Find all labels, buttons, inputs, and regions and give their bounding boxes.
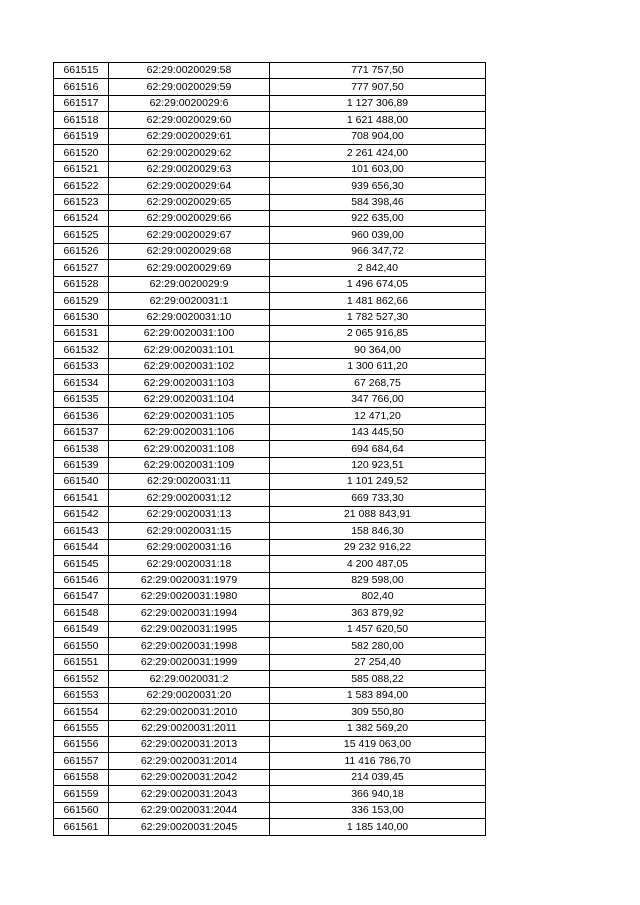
cadastral-value-cell: 1 621 488,00 (270, 112, 486, 128)
table-row (54, 227, 486, 243)
cadastral-value-cell: 960 039,00 (270, 227, 486, 243)
table-row (54, 326, 486, 342)
row-number-cell: 661523 (54, 194, 109, 210)
cadastral-number-cell: 62:29:0020031:2011 (109, 720, 270, 736)
table-row (54, 523, 486, 539)
table-row (54, 589, 486, 605)
cadastral-value-cell: 1 496 674,05 (270, 276, 486, 292)
row-number-cell: 661552 (54, 671, 109, 687)
table-row (54, 621, 486, 637)
cadastral-value-cell: 966 347,72 (270, 243, 486, 259)
cadastral-number-cell: 62:29:0020029:63 (109, 161, 270, 177)
table-row (54, 457, 486, 473)
cadastral-value-cell: 771 757,50 (270, 63, 486, 79)
cadastral-number-cell: 62:29:0020031:12 (109, 490, 270, 506)
row-number-cell: 661548 (54, 605, 109, 621)
table-row (54, 654, 486, 670)
cadastral-value-cell: 143 445,50 (270, 424, 486, 440)
cadastral-value-cell: 2 261 424,00 (270, 145, 486, 161)
cadastral-number-cell: 62:29:0020029:60 (109, 112, 270, 128)
row-number-cell: 661544 (54, 539, 109, 555)
table-row (54, 194, 486, 210)
cadastral-value-cell: 669 733,30 (270, 490, 486, 506)
cadastral-value-cell: 11 416 786,70 (270, 753, 486, 769)
table-row (54, 506, 486, 522)
cadastral-value-cell: 21 088 843,91 (270, 506, 486, 522)
row-number-cell: 661542 (54, 506, 109, 522)
table-row (54, 769, 486, 785)
row-number-cell: 661525 (54, 227, 109, 243)
cadastral-number-cell: 62:29:0020029:6 (109, 95, 270, 111)
cadastral-value-cell: 2 065 916,85 (270, 326, 486, 342)
table-row (54, 210, 486, 226)
table-row (54, 786, 486, 802)
cadastral-value-cell: 29 232 916,22 (270, 539, 486, 555)
cadastral-number-cell: 62:29:0020031:103 (109, 375, 270, 391)
cadastral-value-cell: 829 598,00 (270, 572, 486, 588)
cadastral-value-cell: 15 419 063,00 (270, 736, 486, 752)
cadastral-number-cell: 62:29:0020029:66 (109, 210, 270, 226)
table-row (54, 293, 486, 309)
table-row (54, 391, 486, 407)
cadastral-number-cell: 62:29:0020031:1994 (109, 605, 270, 621)
cadastral-number-cell: 62:29:0020031:1998 (109, 638, 270, 654)
row-number-cell: 661547 (54, 589, 109, 605)
cadastral-value-cell: 214 039,45 (270, 769, 486, 785)
cadastral-value-cell: 12 471,20 (270, 408, 486, 424)
cadastral-number-cell: 62:29:0020031:13 (109, 506, 270, 522)
table-row (54, 112, 486, 128)
cadastral-number-cell: 62:29:0020031:2043 (109, 786, 270, 802)
cadastral-value-cell: 363 879,92 (270, 605, 486, 621)
table-row (54, 687, 486, 703)
table-row (54, 309, 486, 325)
cadastral-value-cell: 585 088,22 (270, 671, 486, 687)
table-row (54, 243, 486, 259)
cadastral-number-cell: 62:29:0020031:2044 (109, 802, 270, 818)
cadastral-number-cell: 62:29:0020029:64 (109, 178, 270, 194)
cadastral-value-cell: 1 382 569,20 (270, 720, 486, 736)
cadastral-number-cell: 62:29:0020031:2045 (109, 819, 270, 835)
cadastral-number-cell: 62:29:0020029:62 (109, 145, 270, 161)
table-row (54, 79, 486, 95)
row-number-cell: 661559 (54, 786, 109, 802)
cadastral-number-cell: 62:29:0020029:65 (109, 194, 270, 210)
table-row (54, 63, 486, 79)
cadastral-value-cell: 1 782 527,30 (270, 309, 486, 325)
table-row (54, 539, 486, 555)
table-row (54, 95, 486, 111)
cadastral-value-cell: 101 603,00 (270, 161, 486, 177)
cadastral-value-cell: 939 656,30 (270, 178, 486, 194)
table-row (54, 605, 486, 621)
row-number-cell: 661529 (54, 293, 109, 309)
cadastral-number-cell: 62:29:0020031:100 (109, 326, 270, 342)
cadastral-number-cell: 62:29:0020031:2 (109, 671, 270, 687)
cadastral-value-cell: 1 101 249,52 (270, 473, 486, 489)
table-row (54, 358, 486, 374)
cadastral-number-cell: 62:29:0020031:101 (109, 342, 270, 358)
cadastral-number-cell: 62:29:0020029:69 (109, 260, 270, 276)
table-row (54, 819, 486, 835)
table-row (54, 753, 486, 769)
table-row (54, 342, 486, 358)
table-body (54, 63, 486, 836)
row-number-cell: 661531 (54, 326, 109, 342)
cadastral-number-cell: 62:29:0020031:20 (109, 687, 270, 703)
row-number-cell: 661532 (54, 342, 109, 358)
cadastral-number-cell: 62:29:0020029:68 (109, 243, 270, 259)
cadastral-number-cell: 62:29:0020031:10 (109, 309, 270, 325)
row-number-cell: 661518 (54, 112, 109, 128)
cadastral-number-cell: 62:29:0020031:11 (109, 473, 270, 489)
row-number-cell: 661524 (54, 210, 109, 226)
cadastral-number-cell: 62:29:0020031:104 (109, 391, 270, 407)
table-row (54, 375, 486, 391)
row-number-cell: 661519 (54, 128, 109, 144)
cadastral-number-cell: 62:29:0020029:59 (109, 79, 270, 95)
table-row (54, 720, 486, 736)
table-row (54, 161, 486, 177)
cadastral-value-cell: 922 635,00 (270, 210, 486, 226)
row-number-cell: 661543 (54, 523, 109, 539)
cadastral-value-cell: 120 923,51 (270, 457, 486, 473)
row-number-cell: 661550 (54, 638, 109, 654)
cadastral-number-cell: 62:29:0020031:2014 (109, 753, 270, 769)
cadastral-value-cell: 158 846,30 (270, 523, 486, 539)
cadastral-value-cell: 582 280,00 (270, 638, 486, 654)
row-number-cell: 661557 (54, 753, 109, 769)
table-row (54, 441, 486, 457)
cadastral-value-cell: 90 364,00 (270, 342, 486, 358)
row-number-cell: 661540 (54, 473, 109, 489)
cadastral-number-cell: 62:29:0020031:18 (109, 556, 270, 572)
row-number-cell: 661536 (54, 408, 109, 424)
table-row (54, 178, 486, 194)
row-number-cell: 661528 (54, 276, 109, 292)
cadastral-value-cell: 777 907,50 (270, 79, 486, 95)
row-number-cell: 661517 (54, 95, 109, 111)
cadastral-number-cell: 62:29:0020031:2042 (109, 769, 270, 785)
row-number-cell: 661516 (54, 79, 109, 95)
row-number-cell: 661558 (54, 769, 109, 785)
cadastral-number-cell: 62:29:0020031:15 (109, 523, 270, 539)
table-row (54, 802, 486, 818)
cadastral-number-cell: 62:29:0020029:67 (109, 227, 270, 243)
row-number-cell: 661534 (54, 375, 109, 391)
row-number-cell: 661561 (54, 819, 109, 835)
row-number-cell: 661539 (54, 457, 109, 473)
cadastral-number-cell: 62:29:0020031:1995 (109, 621, 270, 637)
cadastral-value-cell: 366 940,18 (270, 786, 486, 802)
row-number-cell: 661553 (54, 687, 109, 703)
cadastral-value-cell: 708 904,00 (270, 128, 486, 144)
table-row (54, 736, 486, 752)
row-number-cell: 661555 (54, 720, 109, 736)
row-number-cell: 661560 (54, 802, 109, 818)
row-number-cell: 661533 (54, 358, 109, 374)
cadastral-number-cell: 62:29:0020031:16 (109, 539, 270, 555)
cadastral-value-table (53, 62, 486, 836)
row-number-cell: 661535 (54, 391, 109, 407)
cadastral-number-cell: 62:29:0020031:109 (109, 457, 270, 473)
row-number-cell: 661545 (54, 556, 109, 572)
cadastral-number-cell: 62:29:0020031:1980 (109, 589, 270, 605)
row-number-cell: 661537 (54, 424, 109, 440)
table-row (54, 260, 486, 276)
table-row (54, 556, 486, 572)
table-row (54, 128, 486, 144)
cadastral-number-cell: 62:29:0020031:2013 (109, 736, 270, 752)
table-row (54, 473, 486, 489)
table-row (54, 671, 486, 687)
cadastral-value-cell: 4 200 487,05 (270, 556, 486, 572)
cadastral-number-cell: 62:29:0020029:9 (109, 276, 270, 292)
cadastral-value-cell: 694 684,64 (270, 441, 486, 457)
row-number-cell: 661522 (54, 178, 109, 194)
row-number-cell: 661520 (54, 145, 109, 161)
cadastral-number-cell: 62:29:0020031:1999 (109, 654, 270, 670)
row-number-cell: 661521 (54, 161, 109, 177)
row-number-cell: 661554 (54, 704, 109, 720)
cadastral-value-cell: 1 127 306,89 (270, 95, 486, 111)
row-number-cell: 661546 (54, 572, 109, 588)
row-number-cell: 661549 (54, 621, 109, 637)
cadastral-value-cell: 67 268,75 (270, 375, 486, 391)
row-number-cell: 661527 (54, 260, 109, 276)
cadastral-value-cell: 1 457 620,50 (270, 621, 486, 637)
cadastral-value-cell: 309 550,80 (270, 704, 486, 720)
table-row (54, 145, 486, 161)
cadastral-value-cell: 1 583 894,00 (270, 687, 486, 703)
cadastral-value-cell: 27 254,40 (270, 654, 486, 670)
cadastral-value-cell: 336 153,00 (270, 802, 486, 818)
cadastral-value-cell: 1 481 862,66 (270, 293, 486, 309)
table-row (54, 424, 486, 440)
cadastral-value-cell: 2 842,40 (270, 260, 486, 276)
cadastral-value-cell: 1 300 611,20 (270, 358, 486, 374)
cadastral-number-cell: 62:29:0020031:106 (109, 424, 270, 440)
cadastral-number-cell: 62:29:0020029:61 (109, 128, 270, 144)
cadastral-number-cell: 62:29:0020031:1 (109, 293, 270, 309)
table-row (54, 638, 486, 654)
cadastral-number-cell: 62:29:0020031:2010 (109, 704, 270, 720)
row-number-cell: 661526 (54, 243, 109, 259)
row-number-cell: 661515 (54, 63, 109, 79)
cadastral-value-cell: 347 766,00 (270, 391, 486, 407)
table-row (54, 704, 486, 720)
row-number-cell: 661530 (54, 309, 109, 325)
cadastral-number-cell: 62:29:0020031:105 (109, 408, 270, 424)
cadastral-value-cell: 1 185 140,00 (270, 819, 486, 835)
row-number-cell: 661556 (54, 736, 109, 752)
cadastral-number-cell: 62:29:0020031:1979 (109, 572, 270, 588)
row-number-cell: 661538 (54, 441, 109, 457)
row-number-cell: 661541 (54, 490, 109, 506)
cadastral-value-cell: 802,40 (270, 589, 486, 605)
cadastral-number-cell: 62:29:0020031:102 (109, 358, 270, 374)
table-row (54, 490, 486, 506)
row-number-cell: 661551 (54, 654, 109, 670)
table-row (54, 572, 486, 588)
cadastral-value-cell: 584 398,46 (270, 194, 486, 210)
cadastral-number-cell: 62:29:0020029:58 (109, 63, 270, 79)
cadastral-number-cell: 62:29:0020031:108 (109, 441, 270, 457)
table-row (54, 408, 486, 424)
table-row (54, 276, 486, 292)
